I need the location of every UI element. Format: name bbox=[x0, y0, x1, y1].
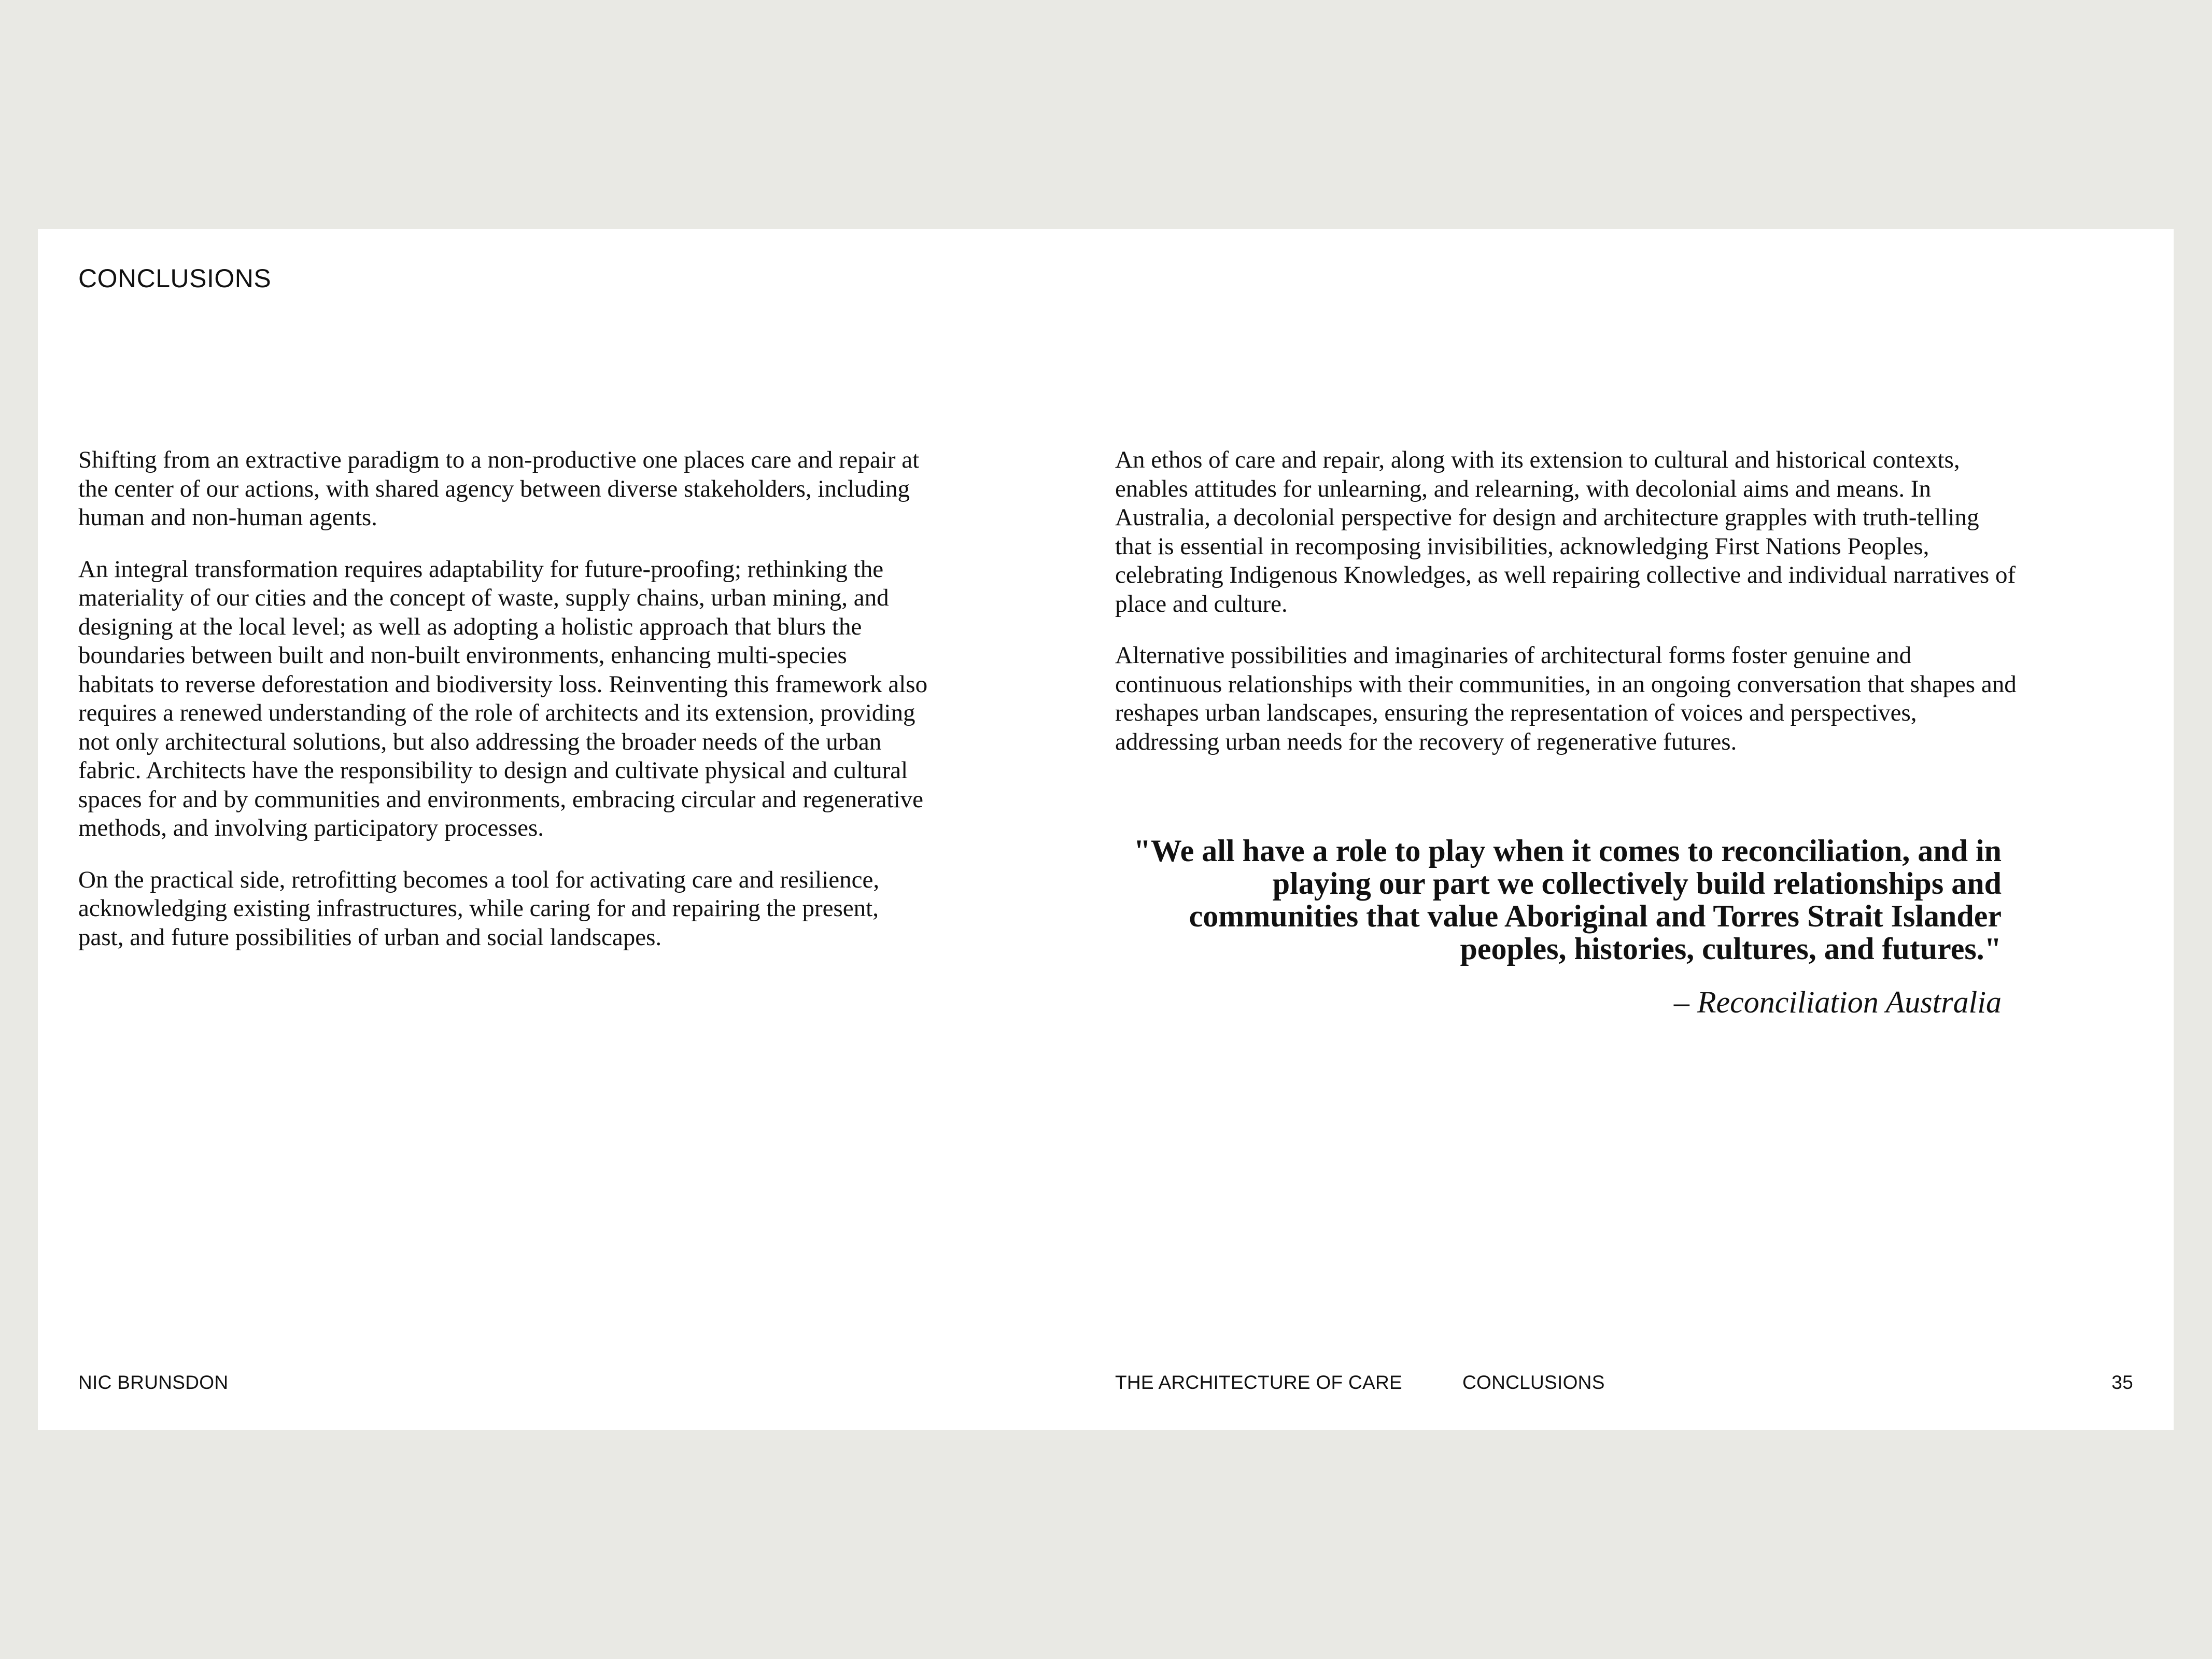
body-paragraph: Shifting from an extractive paradigm to a non-productive one places care and repair at the center of our actions, with shared agency between diverse stakeholders, including human and non-human agents. bbox=[78, 446, 920, 531]
page-number: 35 bbox=[2111, 1372, 2133, 1393]
body-paragraph: On the practical side, retrofitting becomes a tool for activating care and resilience, acknowledging existing infrastructures, while caring for and repairing the present, past, and future possibilities of urban and social landscapes. bbox=[78, 866, 880, 951]
document-page-spread bbox=[38, 229, 2174, 1430]
pull-quote bbox=[1115, 835, 2002, 1020]
pull-quote-text: "We all have a role to play when it comes to reconciliation, and in playing our part we collectively build relationships and communities that value Aboriginal and Torres Strait Islander peoples, histories, cultures, and futures." bbox=[1133, 834, 2002, 966]
footer-author: NIC BRUNSDON bbox=[78, 1372, 229, 1393]
pull-quote-attribution: – Reconciliation Australia bbox=[1673, 985, 2002, 1019]
section-title: CONCLUSIONS bbox=[78, 264, 272, 293]
body-paragraph: An integral transformation requires adaptability for future-proofing; rethinking the materiality of our cities and the concept of waste, supply chains, urban mining, and designing at the local level; as well as adopting a holistic approach that blurs the boundaries between built and non-built environments, enhancing multi-species habitats to reverse deforestation and biodiversity loss. Reinventing this framework also requires a renewed understanding of the role of architects and its extension, providing not only architectural solutions, but also addressing the broader needs of the urban fabric. Architects have the responsibility to design and cultivate physical and cultural spaces for and by communities and environments, embracing circular and regenerative methods, and involving participatory processes. bbox=[78, 555, 928, 841]
left-text-column bbox=[78, 446, 928, 975]
right-text-column bbox=[1115, 446, 2017, 779]
body-paragraph: An ethos of care and repair, along with its extension to cultural and historical contexts, enables attitudes for unlearning, and relearning, with decolonial aims and means. In Australia, a decolonial perspective for design and architecture grapples with truth-telling that is essential in recomposing invisibilities, acknowledging First Nations Peoples, celebrating Indigenous Knowledges, as well repairing collective and individual narratives of place and culture. bbox=[1115, 446, 2016, 617]
body-paragraph: Alternative possibilities and imaginaries of architectural forms foster genuine and continuous relationships with their communities, in an ongoing conversation that shapes and reshapes urban landscapes, ensuring the representation of voices and perspectives, addressing urban needs for the recovery of regenerative futures. bbox=[1115, 642, 2017, 755]
footer-book-title: THE ARCHITECTURE OF CARE bbox=[1115, 1372, 1403, 1393]
footer-section: CONCLUSIONS bbox=[1462, 1372, 1605, 1393]
